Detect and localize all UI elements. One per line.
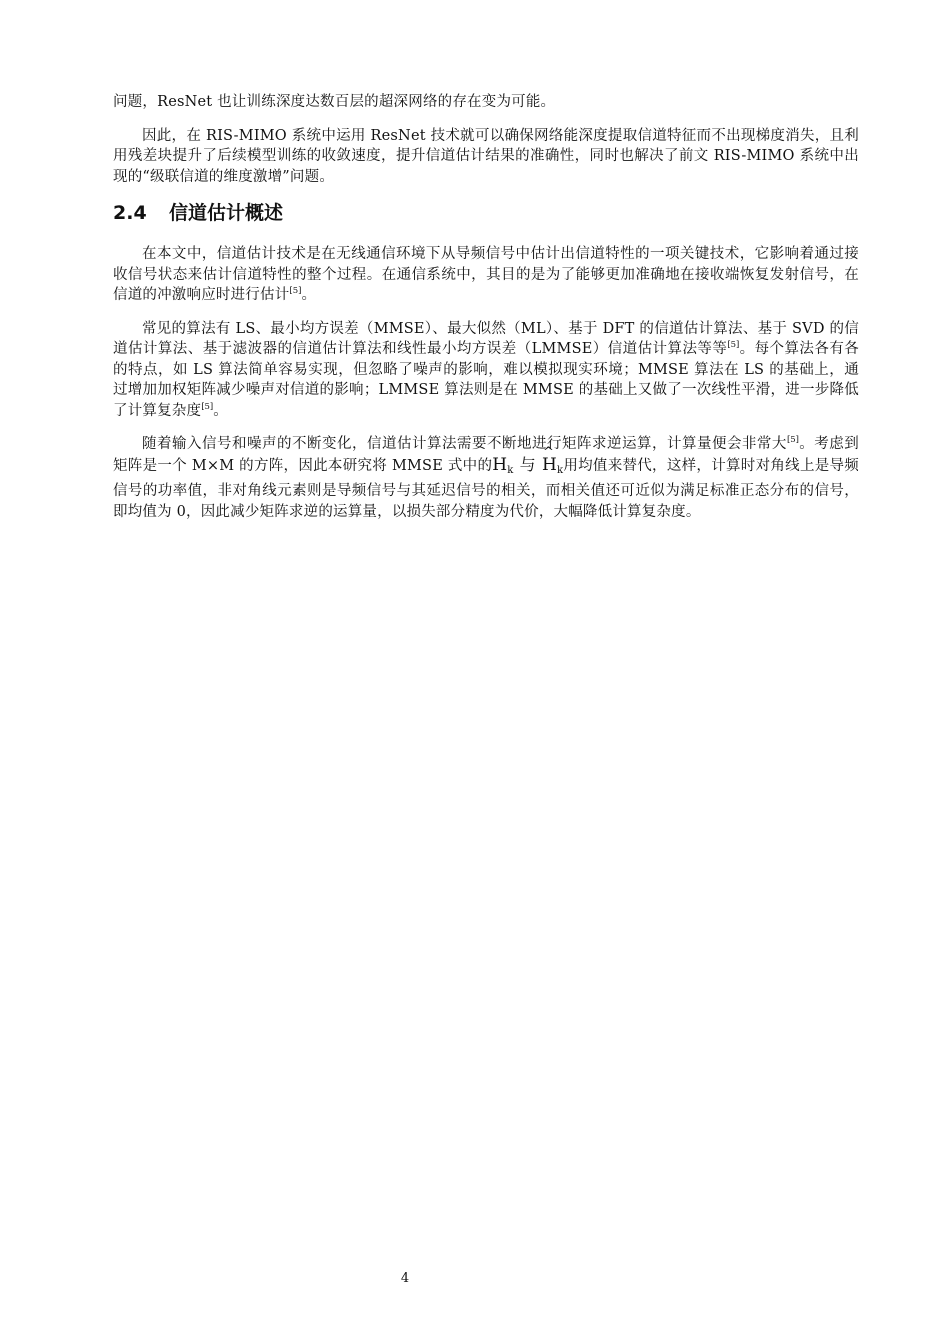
paragraph-5-text-c: 用均值来替代，这样，计算时对角线上是导频信号的功率值，非对角线元素则是导频信号与其延迟信号的相关，而相关值还可近似为满足标准正态分布的信号，即均值为 0，因此减少矩阵求逆的运算量，以损失部分精度为代价，大幅降低计算复杂度。 [113,457,860,520]
inline-math-h-k [492,455,563,475]
citation-ref[interactable]: [5] [201,401,214,412]
paragraph-common-algorithms [113,319,859,422]
math-subscript-k-hat: k [556,464,564,476]
citation-ref[interactable]: [5] [786,435,799,446]
citation-ref[interactable]: [5] [289,286,302,297]
paragraph-3-end: 。 [301,287,317,303]
section-number: 2.4 [113,202,147,224]
math-subscript-k: k [507,464,514,476]
section-title: 信道估计概述 [169,202,284,224]
paragraph-3-text: 在本文中，信道估计技术是在无线通信环境下从导频信号中估计出信道特性的一项关键技术，它影响着通过接收信号状态来估计信道特性的整个过程。在通信系统中，其目的是为了能够更加准确地在接收端恢复发射信号，在信道的冲激响应时进行估计 [113,246,859,303]
paragraph-ris-mimo-resnet [113,126,859,188]
paragraph-resnet-continuation [113,92,859,113]
paragraph-5-text-a: 随着输入信号和噪声的不断变化，信道估计算法需要不断地进行矩阵求逆运算，计算量便会非常大 [142,436,787,452]
math-h-symbol: H [492,454,508,475]
math-connector: 与 [519,454,536,474]
paragraph-5-text-b: 。考虑到矩阵是一个 M×M 的方阵，因此本研究将 MMSE 式中的 [113,436,859,474]
paragraph-matrix-inversion [113,434,859,522]
paragraph-4-text-a: 常见的算法有 LS、最小均方误差（MMSE）、最大似然（ML）、基于 DFT 的信道估计算法、基于 SVD 的信道估计算法、基于滤波器的信道估计算法和线性最小均方误差（LMMSE）信道估计算法等等 [113,320,859,357]
page-body [113,92,859,535]
paragraph-channel-estimation-definition [113,244,859,306]
section-heading [113,200,859,226]
paragraph-4-end: 。 [213,402,228,419]
page-number: 4 [400,1271,410,1286]
paragraph-4-text-b: 。每个算法各有各的特点，如 LS 算法简单容易实现，但忽略了噪声的影响，难以模拟现实环境；MMSE 算法在 LS 的基础上，通过增加加权矩阵减少噪声对信道的影响；LMMSE 算法则是在 MMSE 的基础上又做了一次线性平滑，进一步降低了计算复杂度 [113,341,859,419]
citation-ref[interactable]: [5] [727,340,740,351]
paragraph-2-text: 因此，在 RIS-MIMO 系统中运用 ResNet 技术就可以确保网络能深度提取信道特征而不出现梯度消失，且利用残差块提升了后续模型训练的收敛速度，提升信道估计结果的准确性，同时也解决了前文 RIS-MIMO 系统中出现的“级联信道的维度激增”问题。 [113,127,859,185]
math-h-hat-symbol: ^ H [542,455,557,476]
paragraph-1-text: 问题，ResNet 也让训练深度达数百层的超深网络的存在变为可能。 [113,94,556,110]
